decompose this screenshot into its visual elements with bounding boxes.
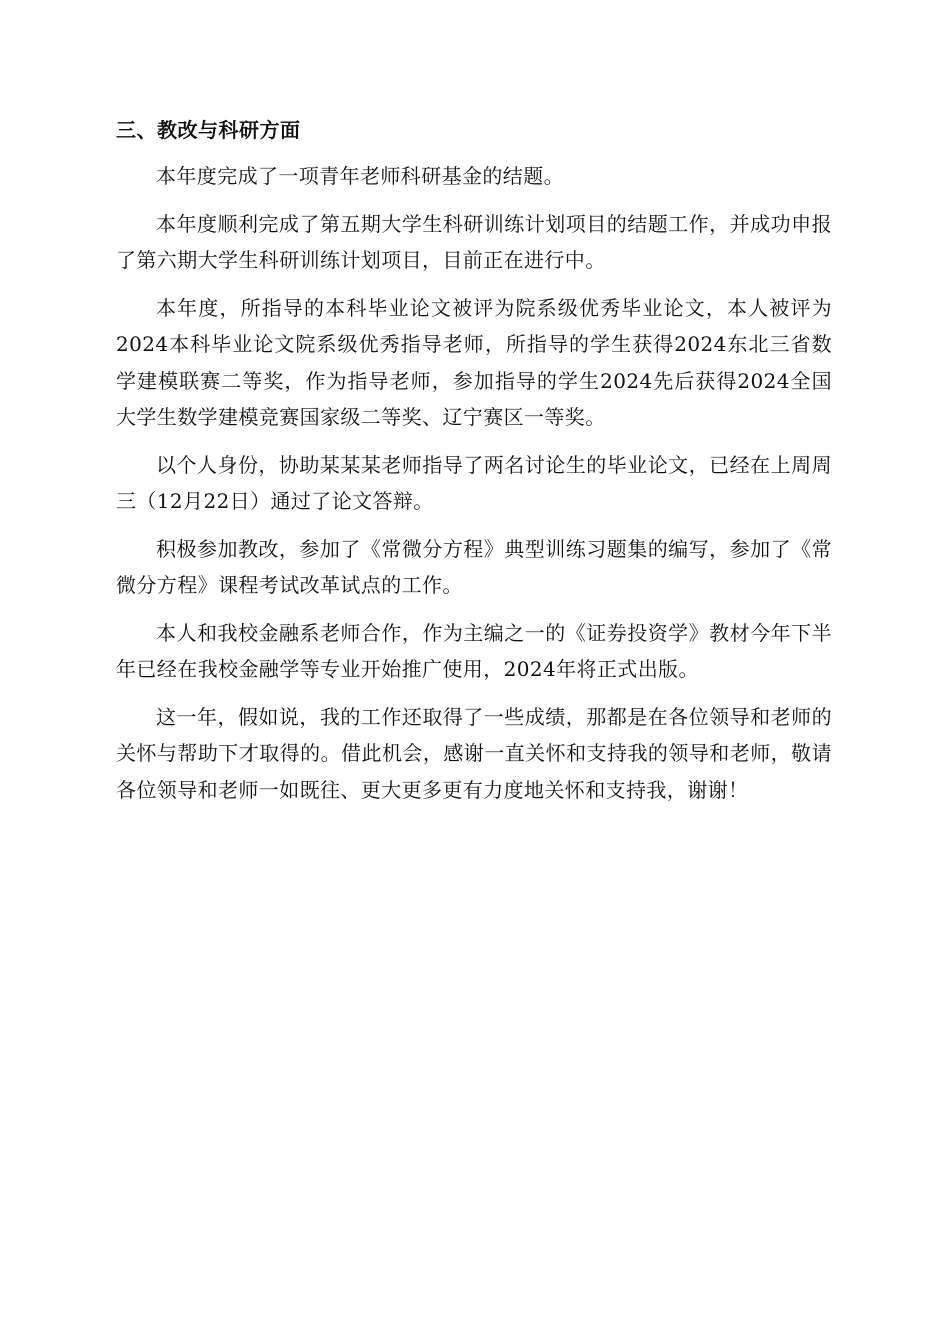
- paragraph-student-research-project: 本年度顺利完成了第五期大学生科研训练计划项目的结题工作，并成功申报了第六期大学生科研训练计划项目，目前正在进行中。: [116, 211, 832, 272]
- paragraph-textbook: 本人和我校金融系老师合作，作为主编之一的《证券投资学》教材今年下半年已经在我校金融学等专业开始推广使用，2024年将正式出版。: [116, 620, 832, 681]
- section-heading: 三、教改与科研方面: [116, 118, 301, 142]
- paragraph-thesis-awards: 本年度，所指导的本科毕业论文被评为院系级优秀毕业论文，本人被评为2024本科毕业论文院系级优秀指导老师，所指导的学生获得2024东北三省数学建模联赛二等奖，作为指导老师，参加指导的学生2024先后获得2024全国大学生数学建模竞赛国家级二等奖、辽宁赛区一等奖。: [116, 295, 832, 429]
- paragraph-acknowledgement: 这一年，假如说，我的工作还取得了一些成绩，那都是在各位领导和老师的关怀与帮助下才取得的。借此机会，感谢一直关怀和支持我的领导和老师，敬请各位领导和老师一如既往、更大更多更有力度地关怀和支持我，谢谢！: [116, 704, 832, 802]
- paragraph-research-fund: 本年度完成了一项青年老师科研基金的结题。: [156, 164, 564, 188]
- paragraph-teaching-reform: 积极参加教改，参加了《常微分方程》典型训练习题集的编写，参加了《常微分方程》课程考试改革试点的工作。: [116, 536, 832, 597]
- paragraph-thesis-assistance: 以个人身份，协助某某某老师指导了两名讨论生的毕业论文，已经在上周周三（12月22日）通过了论文答辩。: [116, 452, 832, 513]
- document-page: [116, 112, 832, 819]
